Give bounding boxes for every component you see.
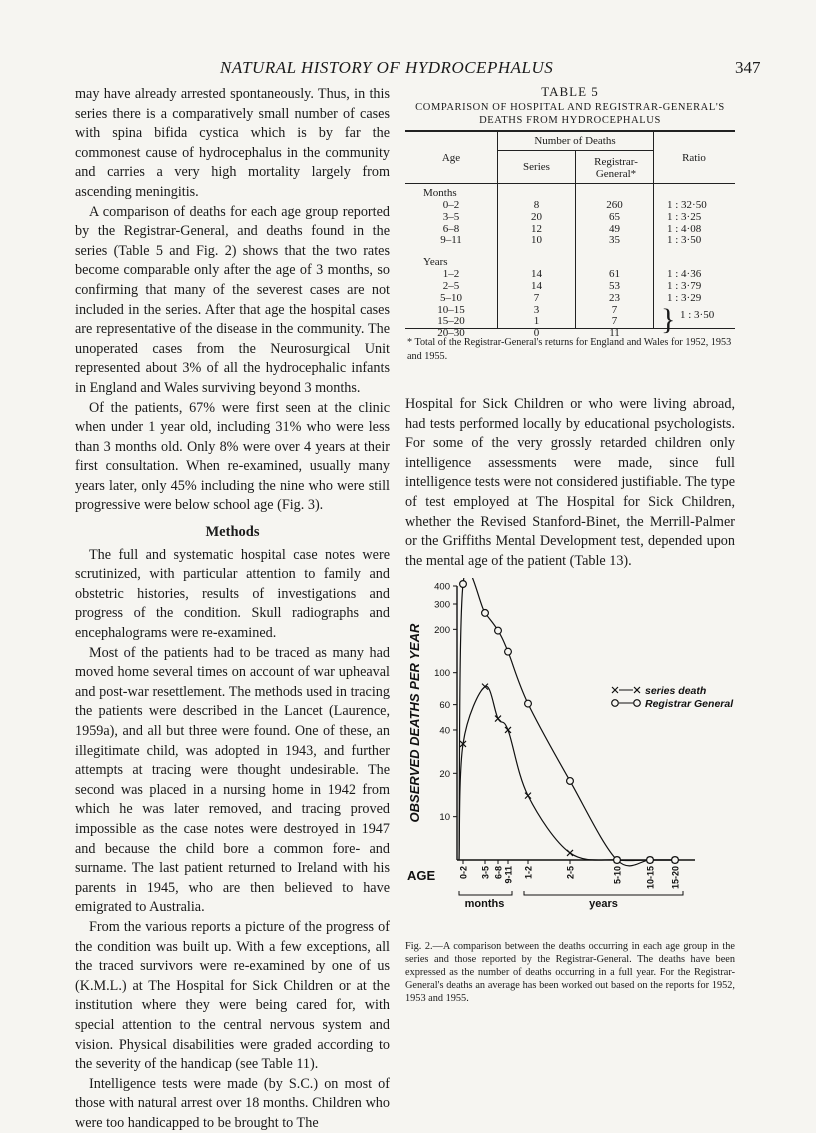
paragraph: Of the patients, 67% were first seen at the clinic when under 1 year old, including 31% who were less than 3 months old. Only 8% were over 4 years at their first consultation. When re-examined, usually many years later, only 45% including the nine who were still progressive were below school age (Fig. 3). [75, 399, 390, 514]
table-footnote: * Total of the Registrar-General's returns for England and Wales for 1952, 1953 and 1955. [407, 337, 732, 362]
data-point-registrar-general [495, 627, 502, 634]
col-header-rg: Registrar-General* [594, 156, 638, 180]
legend-marker-x [612, 687, 618, 693]
legend-marker-x [634, 687, 640, 693]
data-point-registrar-general [614, 857, 621, 864]
table-caption: COMPARISON OF HOSPITAL AND REGISTRAR-GENERAL'S DEATHS FROM HYDROCEPHALUS [415, 102, 725, 126]
paragraph: The full and systematic hospital case notes were scrutinized, with particular attention to family and obstetric histories, results of investigations and progress of the condition. Skull radiographs and encephalograms were re-examined. [75, 546, 390, 642]
cell-rg: 65 [609, 210, 620, 223]
cell-ratio: 1 : 3·29 [667, 291, 702, 304]
cell-series: 10 [531, 234, 542, 247]
x-tick-label: 15-20 [670, 866, 681, 890]
y-axis-label: OBSERVED DEATHS PER YEAR [407, 623, 422, 823]
col-header-age: Age [441, 152, 461, 164]
data-point-series-death [495, 716, 501, 722]
cell-age: 0–2 [442, 199, 460, 211]
cell-rg: 7 [611, 315, 618, 328]
x-tick-label: 0-2 [458, 866, 469, 880]
y-tick-label: 200 [434, 624, 450, 636]
y-tick-label: 100 [434, 668, 450, 680]
paragraph: A comparison of deaths for each age group reported by the Registrar-General, and deaths found in the series (Table 5 and Fig. 2) shows that the two rates become comparable only after the age of 3 months, so confirming that many of the severest cases are not included in the series. After that age the hospital cases are representative of the disease in the community. The unoperated cases from the Neurosurgical Unit represented about 3% of all the hydrocephalic infants in England and Wales surviving beyond 3 months. [75, 203, 390, 396]
cell-age: 5–10 [440, 291, 462, 304]
table-5 [405, 130, 735, 340]
x-group-label-months: months [464, 898, 505, 910]
cell-rg: 7 [611, 303, 618, 316]
cell-rg: 61 [609, 268, 620, 281]
cell-rg: 49 [609, 222, 620, 235]
cell-series: 14 [531, 280, 542, 292]
cell-series: 8 [533, 199, 540, 211]
table-label: TABLE 5 [541, 84, 599, 99]
data-point-registrar-general [647, 857, 654, 864]
data-point-registrar-general [482, 610, 489, 617]
legend-marker-o [612, 700, 619, 707]
paragraph: may have already arrested spontaneously. Thus, in this series there is a comparatively small number of cases with spina bifida cystica which is by far the commonest cause of hydrocephalus in the community and carries a very high mortality largely from ascending meningitis. [75, 86, 390, 200]
row-group-label: Years [423, 256, 448, 269]
series-line-registrar-general [459, 578, 675, 866]
data-point-registrar-general [672, 857, 679, 864]
paragraph: Hospital for Sick Children or who were living abroad, had tests performed locally by educational psychologists. For some of the very grossly retarded children only intelligence assessments were made, since full intelligence tests were not considered justifiable. The type of test employed at The Hospital for Sick Children, whether the Revised Stanford-Binet, the Merrill-Palmer or the Griffiths Mental Development test, depended upon the mental age of the patient (Table 13). [405, 396, 735, 569]
x-group-bracket-months [459, 891, 512, 895]
figure-2-chart [405, 578, 735, 930]
cell-series: 12 [531, 222, 542, 235]
cell-rg: 11 [609, 327, 620, 340]
cell-ratio: 1 : 3·79 [667, 280, 702, 292]
cell-ratio: 1 : 3·25 [667, 210, 702, 223]
section-heading-methods: Methods [205, 524, 260, 541]
data-point-registrar-general [505, 648, 512, 655]
cell-rg: 35 [609, 234, 620, 247]
data-point-series-death [525, 793, 531, 799]
x-group-label-years: years [589, 898, 618, 910]
right-column [405, 395, 735, 571]
cell-age: 9–11 [440, 234, 462, 247]
data-point-registrar-general [525, 700, 532, 707]
cell-ratio: 1 : 4·08 [667, 222, 702, 235]
data-point-series-death [505, 727, 511, 733]
page-number: 347 [735, 58, 761, 77]
cell-age: 3–5 [442, 210, 460, 223]
cell-ratio: 1 : 3·50 [680, 309, 715, 322]
series-line-series-death [459, 686, 675, 860]
cell-ratio: 1 : 4·36 [667, 268, 702, 281]
x-tick-label: 9-11 [503, 866, 514, 884]
legend-marker-o [634, 700, 641, 707]
x-tick-label: 5-10 [612, 866, 623, 885]
paragraph: From the various reports a picture of the progress of the condition was built up. With a few exceptions, all the traced survivors were re-examined by one of us (K.M.L.) at The Hospital for Sick Children or at the institution where they were being cared for, with special attention to the central nervous system and vision. Physical disabilities were graded according to the severity of the handicap (see Table 11). [75, 918, 390, 1073]
cell-series: 0 [533, 327, 540, 340]
y-tick-label: 10 [439, 812, 450, 824]
legend-label: Registrar General [645, 698, 734, 710]
cell-rg: 260 [606, 199, 623, 211]
cell-series: 14 [531, 268, 542, 281]
data-point-registrar-general [567, 778, 574, 785]
ratio-brace: } [661, 302, 676, 336]
cell-age: 15–20 [437, 315, 465, 328]
x-tick-label: 6-8 [493, 866, 504, 880]
x-tick-label: 3-5 [480, 866, 491, 880]
left-column [75, 85, 390, 1133]
figure-caption: Fig. 2.—A comparison between the deaths occurring in each age group in the series and those reported by the Registrar-General. The deaths have been expressed as the number of deaths occurring in a full year. For the Registrar-General's deaths an average has been worked out based on the reports for 1952, 1953 and 1955. [405, 941, 735, 1004]
paragraph: Most of the patients had to be traced as many had moved home several times on account of war upheaval and post-war resettlement. The methods used in tracing the patients were described in the Lancet (Laurence, 1959a), and all but three were found. One of these, an illegitimate child, was adopted in 1943, and further attempts at tracing were thought undesirable. The second was placed in a nursing home in 1942 from which he was later removed, and tracing proved impossible as the case notes were destroyed in 1947 and because the child bore a common fore- and surname. The last patient returned to Ireland with his parents in 1945, who are then believed to have emigrated to Australia. [75, 644, 390, 916]
x-axis-label: AGE [407, 868, 436, 883]
row-group-label: Months [423, 187, 457, 199]
cell-series: 7 [533, 291, 540, 304]
x-tick-label: 1-2 [523, 866, 534, 880]
cell-ratio: 1 : 32·50 [667, 199, 707, 211]
col-header-series: Series [523, 161, 550, 173]
cell-age: 2–5 [442, 280, 460, 292]
y-tick-label: 400 [434, 581, 450, 593]
y-tick-label: 300 [434, 599, 450, 611]
legend-label: series death [645, 685, 707, 697]
cell-series: 3 [533, 303, 540, 316]
y-tick-label: 40 [439, 725, 450, 737]
y-tick-label: 60 [439, 700, 450, 712]
y-tick-label: 20 [439, 768, 450, 780]
x-tick-label: 10-15 [645, 866, 656, 890]
cell-age: 10–15 [437, 303, 465, 316]
cell-series: 1 [533, 315, 540, 328]
x-group-bracket-years [524, 891, 683, 895]
x-tick-label: 2-5 [565, 866, 576, 880]
cell-age: 20–30 [437, 327, 465, 340]
paragraph: Intelligence tests were made (by S.C.) on most of those with natural arrest over 18 months. Children who were too handicapped to be brought to The [75, 1075, 390, 1131]
data-point-registrar-general [460, 581, 467, 588]
data-point-series-death [567, 850, 573, 856]
cell-ratio: 1 : 3·50 [667, 234, 702, 247]
cell-rg: 53 [609, 280, 620, 292]
cell-age: 6–8 [442, 222, 460, 235]
cell-rg: 23 [609, 291, 620, 304]
running-head: NATURAL HISTORY OF HYDROCEPHALUS [220, 58, 554, 77]
col-header-number: Number of Deaths [534, 135, 616, 147]
col-header-ratio: Ratio [682, 152, 706, 164]
cell-age: 1–2 [442, 268, 460, 281]
cell-series: 20 [531, 210, 542, 223]
